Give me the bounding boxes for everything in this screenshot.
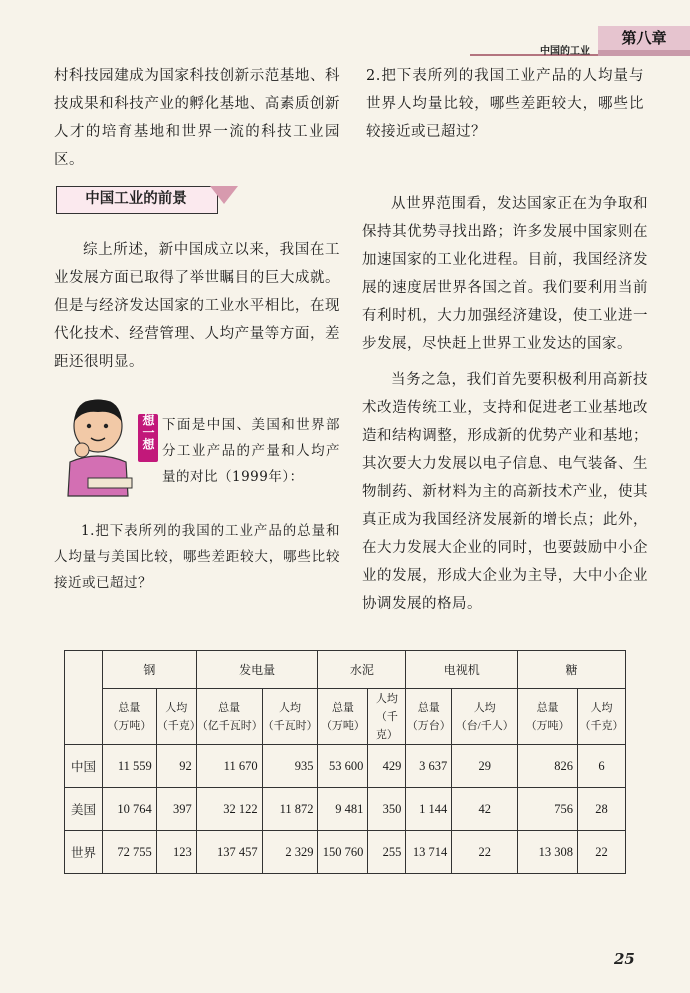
table-cell: 13 308 [518, 831, 578, 874]
left-continued-text: 村科技园建成为国家科技创新示范基地、科技成果和科技产业的孵化基地、高素质创新人才的培育基地和世界一流的科技工业园区。 [54, 68, 340, 168]
sub-header: 人均 （台/千人） [452, 689, 518, 745]
table-cell: 935 [262, 745, 318, 788]
table-cell: 9 481 [318, 788, 368, 831]
sub-header: 人均 （千瓦时） [262, 689, 318, 745]
question-2: 2.把下表所列的我国工业产品的人均量与世界人均量比较，哪些差距较大，哪些比较接近或已超过？ [366, 68, 644, 140]
production-comparison-table [64, 650, 626, 874]
corner-cell [65, 651, 103, 745]
region-cell: 中国 [65, 745, 103, 788]
table-cell: 29 [452, 745, 518, 788]
table-cell: 429 [368, 745, 406, 788]
section-heading: 中国工业的前景 [85, 191, 187, 207]
sub-header: 总量 （亿千瓦时） [196, 689, 262, 745]
table-cell: 255 [368, 831, 406, 874]
table-cell: 53 600 [318, 745, 368, 788]
table-cell: 123 [156, 831, 196, 874]
table-cell: 1 144 [406, 788, 452, 831]
region-cell: 世界 [65, 831, 103, 874]
table-cell: 42 [452, 788, 518, 831]
product-header: 发电量 [196, 651, 318, 689]
sub-header: 总量 （万吨） [518, 689, 578, 745]
region-cell: 美国 [65, 788, 103, 831]
sub-header: 人均 （千克） [578, 689, 626, 745]
summary-paragraph: 综上所述，新中国成立以来，我国在工业发展方面已取得了举世瞩目的巨大成就。但是与经济发达国家的工业水平相比，在现代化技术、经营管理、人均产量等方面，差距还很明显。 [54, 242, 340, 370]
page-number: 25 [614, 950, 635, 968]
table-cell: 11 559 [102, 745, 156, 788]
table-cell: 13 714 [406, 831, 452, 874]
sub-header: 总量 （万吨） [102, 689, 156, 745]
think-intro: 下面是中国、美国和世界部分工业产品的产量和人均产量的对比（1999年）： [162, 417, 340, 485]
question-1: 1.把下表所列的我国的工业产品的总量和人均量与美国比较，哪些差距较大，哪些比较接近或已超过？ [54, 523, 340, 591]
sub-header: 总量 （万吨） [318, 689, 368, 745]
product-header: 糖 [518, 651, 626, 689]
product-header: 水泥 [318, 651, 406, 689]
table-cell: 72 755 [102, 831, 156, 874]
think-label-text: 想一想 [141, 414, 155, 450]
table-cell: 2 329 [262, 831, 318, 874]
table-cell: 92 [156, 745, 196, 788]
table-cell: 22 [452, 831, 518, 874]
table-cell: 350 [368, 788, 406, 831]
table-cell: 756 [518, 788, 578, 831]
sub-header: 人均 （千克） [156, 689, 196, 745]
table-cell: 397 [156, 788, 196, 831]
product-header: 钢 [102, 651, 196, 689]
table-cell: 826 [518, 745, 578, 788]
table-cell: 3 637 [406, 745, 452, 788]
priorities-paragraph: 当务之急，我们首先要积极利用高新技术改造传统工业，支持和促进老工业基地改造和结构调整，形成新的优势产业和基地；其次要大力发展以电子信息、电气装备、生物制药、新材料为主的高新技术产业，使其真正成为我国经济发展新的增长点；此外，在大力发展大企业的同时，也要鼓励中小企业的发展，形成大企业为主导，大中小企业协调发展的格局。 [362, 372, 648, 612]
table-cell: 11 872 [262, 788, 318, 831]
table-row [65, 745, 626, 788]
thinking-student-icon [58, 392, 138, 500]
header-rule-accent [598, 50, 690, 56]
table-cell: 11 670 [196, 745, 262, 788]
table-cell: 28 [578, 788, 626, 831]
table-cell: 32 122 [196, 788, 262, 831]
table-cell: 6 [578, 745, 626, 788]
think-label-badge [138, 414, 158, 462]
world-context-paragraph: 从世界范围看，发达国家正在为争取和保持其优势寻找出路；许多发展中国家则在加速国家的工业化进程。目前，我国经济发展的速度居世界各国之首。我们要利用当前有利时机，大力加强经济建设，使工业进一步发展，尽快赶上世界工业发达的国家。 [362, 196, 648, 352]
table-row [65, 831, 626, 874]
running-section-title: 中国的工业 [540, 46, 590, 57]
product-header: 电视机 [406, 651, 518, 689]
table-cell: 22 [578, 831, 626, 874]
table-cell: 150 760 [318, 831, 368, 874]
table-row [65, 788, 626, 831]
table-cell: 137 457 [196, 831, 262, 874]
table-cell: 10 764 [102, 788, 156, 831]
chapter-label: 第八章 [598, 26, 690, 50]
sub-header-row [65, 689, 626, 745]
sub-header: 人均 （千克） [368, 689, 406, 745]
sub-header: 总量 （万台） [406, 689, 452, 745]
